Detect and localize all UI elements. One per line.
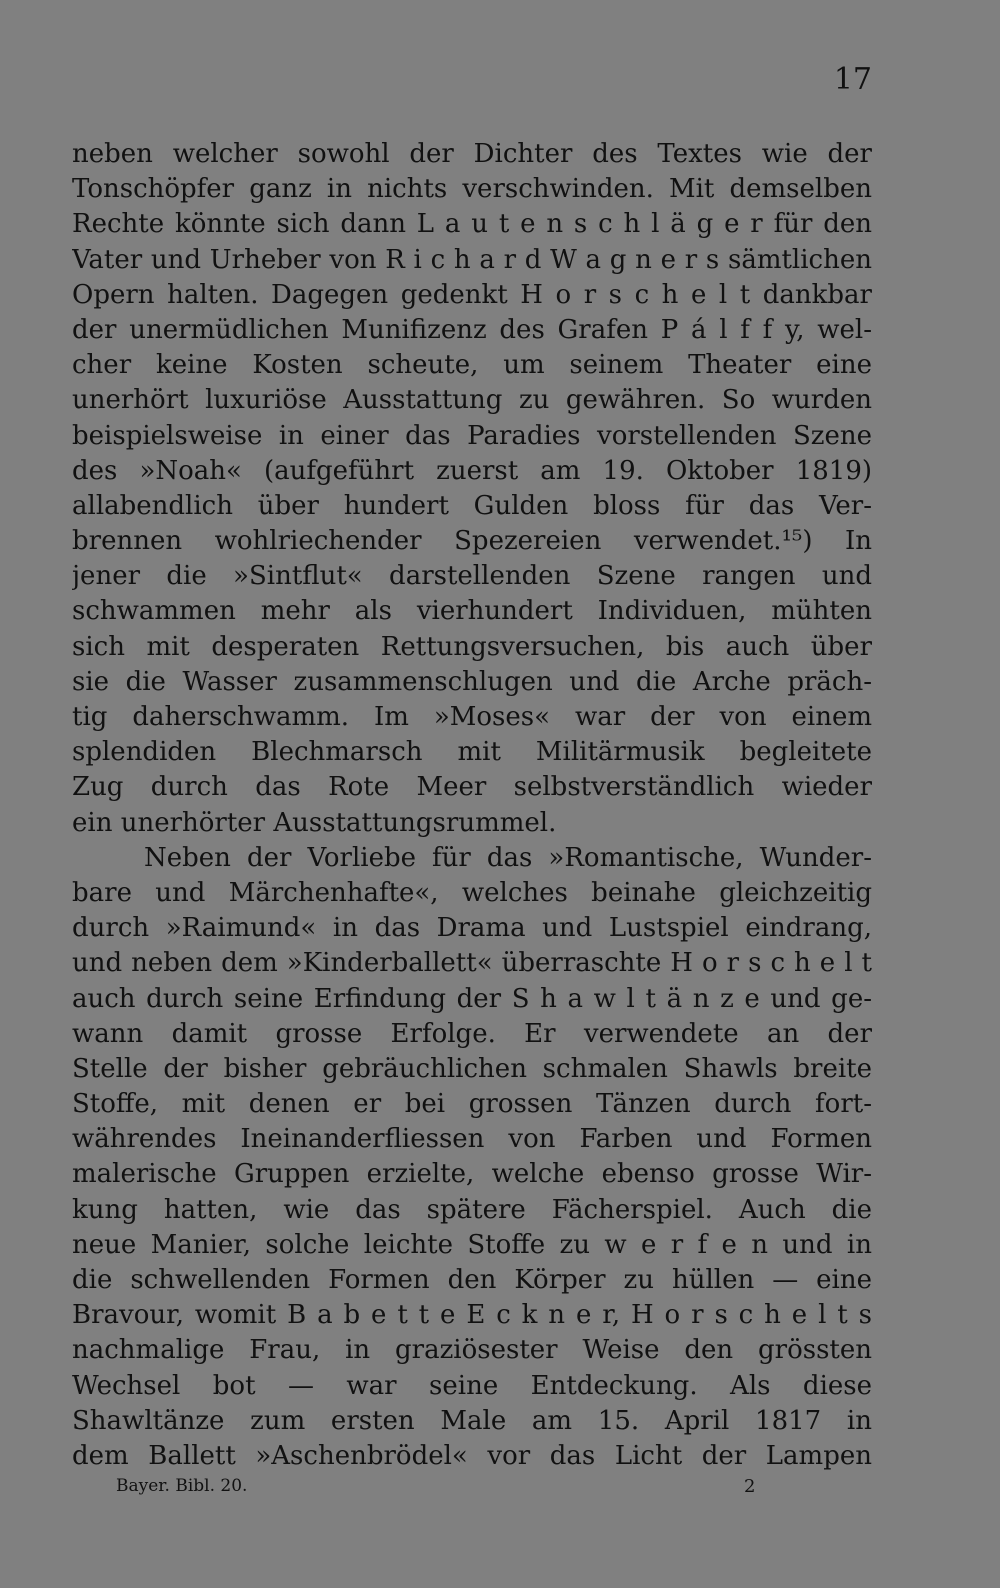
text-line-13: jener die »Sintflut« darstellenden Szene rangen und (72, 561, 872, 592)
page-number: 17 (833, 62, 872, 97)
body-text (72, 137, 872, 1474)
text-line-10: des »Noah« (aufgeführt zuerst am 19. Oktober 1819) (72, 455, 872, 486)
text-line-17: tig daherschwamm. Im »Moses« war der von einem (72, 702, 872, 732)
text-line-4: Vater und Urheber von R i c h a r d W a g n e r s sämtlichen (72, 244, 872, 275)
text-line-21: Neben der Vorliebe für das »Romantische, Wunder- (144, 842, 872, 873)
text-line-11: allabendlich über hundert Gulden bloss für das Ver- (72, 490, 872, 521)
text-line-14: schwammen mehr als vierhundert Individuen, mühten (72, 596, 872, 627)
text-line-34: Bravour, womit B a b e t t e E c k n e r, H o r s c h e l t s (72, 1300, 872, 1331)
text-line-28: Stoffe, mit denen er bei grossen Tänzen durch fort- (72, 1089, 872, 1120)
text-line-32: neue Manier, solche leichte Stoffe zu w e r f e n und in (72, 1229, 872, 1260)
text-line-25: auch durch seine Erfindung der S h a w l t ä n z e und ge- (72, 983, 872, 1014)
text-line-12: brennen wohlriechender Spezereien verwendet.¹⁵) In (72, 526, 872, 557)
text-line-5: Opern halten. Dagegen gedenkt H o r s c h e l t dankbar (72, 279, 872, 310)
footer-sheet-number: 2 (744, 1476, 756, 1497)
text-line-23: durch »Raimund« in das Drama und Lustspiel eindrang, (72, 913, 872, 944)
text-line-16: sie die Wasser zusammenschlugen und die Arche präch- (72, 666, 872, 697)
text-line-35: nachmalige Frau, in graziösester Weise den grössten (72, 1335, 872, 1366)
text-line-31: kung hatten, wie das spätere Fächerspiel. Auch die (72, 1194, 872, 1225)
text-line-8: unerhört luxuriöse Ausstattung zu gewähren. So wurden (72, 385, 872, 416)
text-line-38: dem Ballett »Aschenbrödel« vor das Licht der Lampen (72, 1440, 872, 1471)
text-line-9: beispielsweise in einer das Paradies vorstellenden Szene (72, 420, 872, 451)
text-line-3: Rechte könnte sich dann L a u t e n s c h l ä g e r für den (72, 209, 872, 240)
text-line-19: Zug durch das Rote Meer selbstverständlich wieder (72, 772, 872, 803)
footer-signature: Bayer. Bibl. 20. (116, 1476, 248, 1496)
text-line-30: malerische Gruppen erzielte, welche ebenso grosse Wir- (72, 1159, 872, 1190)
text-line-24: und neben dem »Kinderballett« überraschte H o r s c h e l t (72, 948, 872, 979)
text-line-33: die schwellenden Formen den Körper zu hüllen — eine (72, 1265, 872, 1295)
text-line-26: wann damit grosse Erfolge. Er verwendete an der (72, 1018, 872, 1049)
text-line-29: währendes Ineinanderfliessen von Farben und Formen (72, 1124, 872, 1155)
text-line-18: splendiden Blechmarsch mit Militärmusik begleitete (72, 737, 872, 768)
text-line-15: sich mit desperaten Rettungsversuchen, bis auch über (72, 631, 872, 662)
text-line-37: Shawltänze zum ersten Male am 15. April 1817 in (72, 1405, 872, 1436)
text-line-2: Tonschöpfer ganz in nichts verschwinden. Mit demselben (72, 174, 872, 205)
text-line-6: der unermüdlichen Munifizenz des Grafen P á l f f y, wel- (72, 314, 872, 345)
text-line-27: Stelle der bisher gebräuchlichen schmalen Shawls breite (72, 1053, 872, 1084)
text-line-20: ein unerhörter Ausstattungsrummel. (72, 807, 557, 838)
text-line-22: bare und Märchenhafte«, welches beinahe gleichzeitig (72, 877, 872, 908)
text-line-7: cher keine Kosten scheute, um seinem Theater eine (72, 350, 872, 381)
text-line-36: Wechsel bot — war seine Entdeckung. Als diese (72, 1370, 872, 1401)
text-line-1: neben welcher sowohl der Dichter des Textes wie der (72, 139, 872, 169)
